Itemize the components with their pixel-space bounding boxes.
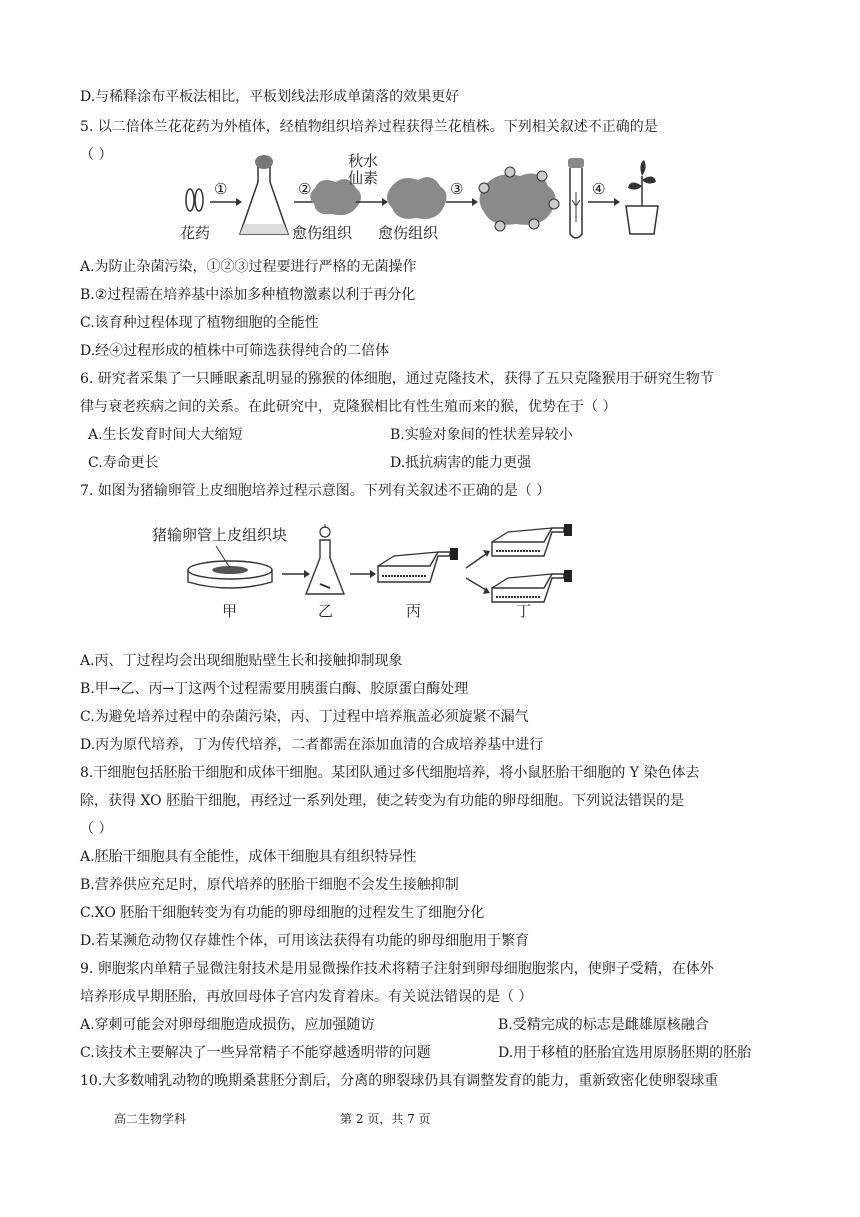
q9-option-b: B.受精完成的标志是雌雄原核融合 (498, 1017, 709, 1033)
q8-option-c: C.XO 胚胎干细胞转变为有功能的卵母细胞的过程发生了细胞分化 (80, 905, 485, 921)
q7-option-c: C.为避免培养过程中的杂菌污染，丙、丁过程中培养瓶盖必须旋紧不漏气 (80, 709, 529, 725)
q5-tissue-culture-figure (170, 152, 680, 252)
q6-option-b: B.实验对象间的性状差异较小 (390, 427, 573, 443)
flask-icon (240, 155, 288, 234)
q6-stem-line-1: 6. 研究者采集了一只睡眠紊乱明显的猕猴的体细胞，通过克隆技术，获得了五只克隆猴用于研究生物节 (80, 371, 714, 387)
callus-budding-icon (479, 167, 559, 231)
q6-option-c: C.寿命更长 (88, 455, 159, 471)
q9-stem-line-2: 培养形成早期胚胎，再放回母体子宫内发育着床。有关说法错误的是（ ） (80, 989, 533, 1005)
label-colchicine-1: 秋水 (348, 152, 379, 170)
q5-option-b: B.②过程需在培养基中添加多种植物激素以利于再分化 (80, 287, 416, 303)
q5-option-c: C.该育种过程体现了植物细胞的全能性 (80, 315, 319, 331)
q8-option-d: D.若某濒危动物仅存雄性个体，可用该法获得有功能的卵母细胞用于繁育 (80, 933, 530, 949)
anther-icon (186, 189, 203, 211)
arrow-bing-ding-1 (466, 554, 486, 568)
q8-option-b: B.营养供应充足时，原代培养的胚胎干细胞不会发生接触抑制 (80, 877, 459, 893)
q6-option-d: D.抵抗病害的能力更强 (390, 455, 532, 471)
step-3: ③ (450, 180, 464, 198)
q7-stem: 7. 如图为猪输卵管上皮细胞培养过程示意图。下列有关叙述不正确的是（ ） (80, 483, 551, 499)
step-1: ① (214, 180, 228, 198)
q9-option-d: D.用于移植的胚胎宜选用原肠胚期的胚胎 (498, 1045, 752, 1061)
q8-answer-paren: （ ） (80, 821, 113, 837)
callus-2-icon (387, 177, 447, 219)
label-callus-1: 愈伤组织 (292, 224, 353, 242)
petri-dish-icon (188, 546, 272, 588)
label-jia: 甲 (222, 602, 238, 620)
label-yi: 乙 (318, 602, 334, 620)
label-callus-2: 愈伤组织 (378, 224, 439, 242)
step-4: ④ (592, 180, 606, 198)
culture-bottle-ding-1-icon (492, 524, 572, 556)
footer-page-number: 第 2 页，共 7 页 (340, 1112, 431, 1126)
q8-option-a: A.胚胎干细胞具有全能性，成体干细胞具有组织特异性 (80, 849, 417, 865)
q9-stem-line-1: 9. 卵胞浆内单精子显微注射技术是用显微操作技术将精子注射到卵母细胞胞浆内，使卵子受精，在体外 (80, 961, 714, 977)
label-ding: 丁 (516, 602, 532, 620)
q6-option-a: A.生长发育时间大大缩短 (88, 427, 243, 443)
label-anther: 花药 (180, 224, 211, 242)
q7-option-a: A.丙、丁过程均会出现细胞贴壁生长和接触抑制现象 (80, 653, 403, 669)
q5-answer-paren: （ ） (80, 147, 113, 163)
label-colchicine-2: 仙素 (348, 169, 379, 187)
q6-stem-line-2: 律与衰老疾病之间的关系。在此研究中，克隆猴相比有性生殖而来的猴，优势在于（ ） (80, 399, 617, 415)
footer-subject: 高二生物学科 (114, 1112, 187, 1126)
q7-option-b: B.甲→乙、丙→丁这两个过程需要用胰蛋白酶、胶原蛋白酶处理 (80, 681, 469, 697)
q8-stem-line-1: 8.干细胞包括胚胎干细胞和成体干细胞。某团队通过多代细胞培养，将小鼠胚胎干细胞的 Y 染色体去 (80, 765, 700, 781)
arrow-bing-ding-2 (466, 578, 486, 590)
culture-bottle-ding-2-icon (492, 570, 572, 602)
test-tube-icon (568, 158, 584, 238)
label-bing: 丙 (406, 602, 422, 620)
q8-stem-line-2: 除，获得 XO 胚胎干细胞，再经过一系列处理，使之转变为有功能的卵母细胞。下列说法错误的是 (80, 793, 685, 809)
culture-bottle-bing-icon (378, 548, 458, 582)
step-2: ② (298, 180, 312, 198)
label-tissue-block: 猪输卵管上皮组织块 (152, 526, 288, 544)
potted-plant-icon (626, 160, 658, 234)
q10-stem-line-1: 10.大多数哺乳动物的晚期桑葚胚分割后，分离的卵裂球仍具有调整发育的能力，重新致密化使卵裂球重 (80, 1073, 719, 1089)
conical-flask-icon (306, 524, 344, 594)
q5-stem: 5. 以二倍体兰花花药为外植体，经植物组织培养过程获得兰花植株。下列相关叙述不正确的是 (80, 119, 658, 135)
q9-option-c: C.该技术主要解决了一些异常精子不能穿越透明带的问题 (80, 1045, 431, 1061)
q5-option-d: D.经④过程形成的植株中可筛选获得纯合的二倍体 (80, 343, 390, 359)
q5-option-a: A.为防止杂菌污染，①②③过程要进行严格的无菌操作 (80, 259, 417, 275)
q7-cell-culture-figure (152, 518, 580, 628)
q9-option-a: A.穿刺可能会对卵母细胞造成损伤，应加强随访 (80, 1017, 375, 1033)
q7-option-d: D.丙为原代培养，丁为传代培养，二者都需在添加血清的合成培养基中进行 (80, 737, 544, 753)
q4-option-d: D.与稀释涂布平板法相比，平板划线法形成单菌落的效果更好 (80, 89, 460, 105)
